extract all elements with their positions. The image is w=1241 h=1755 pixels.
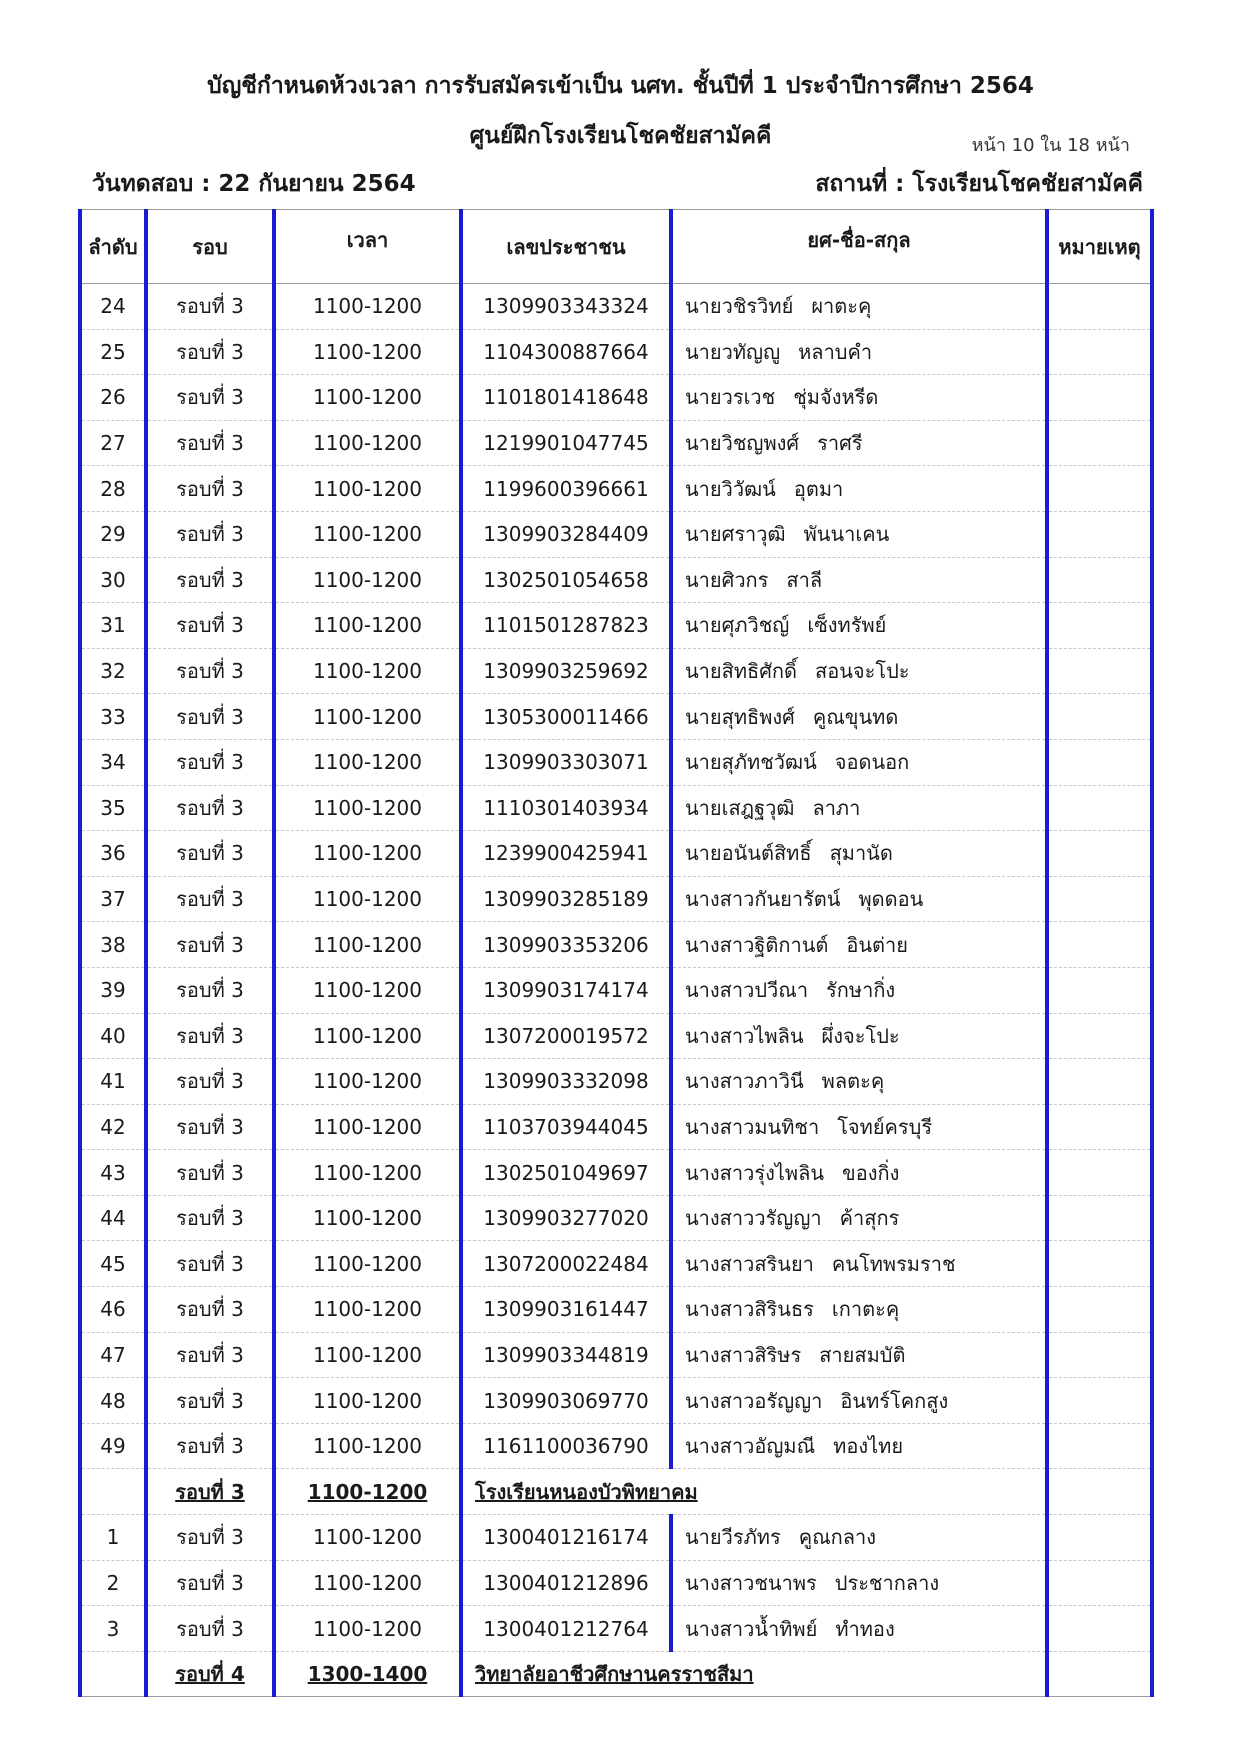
first-name: นายวรเวช: [685, 385, 776, 410]
cell-time: 1100-1200: [274, 876, 461, 922]
cell-time: 1100-1200: [274, 511, 461, 557]
first-name: นายวทัญญู: [685, 339, 781, 364]
table-row: [80, 557, 1152, 603]
cell-time: 1100-1200: [274, 375, 461, 421]
cell-name: [671, 967, 1047, 1013]
cell-time: 1100-1200: [274, 284, 461, 330]
cell-name: [671, 1515, 1047, 1561]
last-name: คูณขุนทด: [812, 704, 899, 729]
cell-order: 31: [80, 603, 146, 649]
cell-citizen-id: 1110301403934: [461, 785, 671, 831]
table-row: [80, 648, 1152, 694]
cell-round: รอบที่ 3: [146, 284, 274, 330]
cell-time: 1100-1200: [274, 648, 461, 694]
cell-citizen-id: 1239900425941: [461, 831, 671, 877]
cell-name: [671, 922, 1047, 968]
first-name: นายอนันต์สิทธิ์: [685, 841, 812, 866]
cell-round: รอบที่ 3: [146, 739, 274, 785]
column-header-name: ยศ-ชื่อ-สกุล: [671, 210, 1047, 284]
cell-round: รอบที่ 3: [146, 922, 274, 968]
first-name: นายศุภวิชญ์: [685, 613, 790, 638]
cell-order: 43: [80, 1150, 146, 1196]
cell-remark: [1047, 284, 1152, 330]
cell-order: 48: [80, 1378, 146, 1424]
first-name: นางสาวชนาพร: [685, 1570, 817, 1595]
cell-name: [671, 785, 1047, 831]
cell-citizen-id: 1219901047745: [461, 420, 671, 466]
cell-name: [671, 1104, 1047, 1150]
venue: สถานที่ : โรงเรียนโชคชัยสามัคคี: [815, 171, 1143, 197]
table-row: [80, 785, 1152, 831]
cell-citizen-id: 1309903277020: [461, 1195, 671, 1241]
cell-remark: [1047, 466, 1152, 512]
section-header-row: [80, 1469, 1152, 1515]
cell-remark: [1047, 1560, 1152, 1606]
cell-name: [671, 831, 1047, 877]
cell-remark: [1047, 922, 1152, 968]
table-row: [80, 967, 1152, 1013]
cell-round: รอบที่ 3: [146, 785, 274, 831]
cell-order: [80, 1469, 146, 1515]
last-name: หลาบคำ: [798, 339, 873, 364]
last-name: คูณกลาง: [798, 1525, 876, 1550]
cell-round: รอบที่ 3: [146, 1423, 274, 1469]
table-row: [80, 876, 1152, 922]
last-name: รักษากิ่ง: [826, 978, 896, 1003]
cell-name: [671, 284, 1047, 330]
cell-round: รอบที่ 3: [146, 420, 274, 466]
cell-citizen-id: 1309903069770: [461, 1378, 671, 1424]
cell-order: 40: [80, 1013, 146, 1059]
cell-order: 47: [80, 1332, 146, 1378]
last-name: พุดดอน: [858, 887, 924, 912]
cell-time: 1100-1200: [274, 1287, 461, 1333]
first-name: นายวีรภัทร: [685, 1525, 781, 1550]
cell-citizen-id: 1300401216174: [461, 1515, 671, 1561]
cell-remark: [1047, 1378, 1152, 1424]
table-row: [80, 1606, 1152, 1652]
cell-name: [671, 1195, 1047, 1241]
cell-order: 38: [80, 922, 146, 968]
column-header-time: เวลา: [274, 210, 461, 284]
table-header-row: [80, 210, 1152, 284]
table-row: [80, 329, 1152, 375]
cell-name: [671, 375, 1047, 421]
cell-remark: [1047, 1469, 1152, 1515]
last-name: ประชากลาง: [834, 1570, 940, 1595]
cell-time: 1100-1200: [274, 329, 461, 375]
section-time: 1300-1400: [274, 1651, 461, 1697]
cell-order: 30: [80, 557, 146, 603]
cell-order: 28: [80, 466, 146, 512]
last-name: ผึ่งจะโปะ: [821, 1023, 900, 1048]
table-row: [80, 1515, 1152, 1561]
cell-remark: [1047, 1423, 1152, 1469]
table-row: [80, 1378, 1152, 1424]
cell-citizen-id: 1103703944045: [461, 1104, 671, 1150]
cell-citizen-id: 1307200022484: [461, 1241, 671, 1287]
first-name: นางสาวฐิติกานต์: [685, 932, 829, 957]
cell-round: รอบที่ 3: [146, 557, 274, 603]
last-name: โจทย์ครบุรี: [837, 1114, 933, 1139]
cell-remark: [1047, 876, 1152, 922]
cell-citizen-id: 1309903353206: [461, 922, 671, 968]
table-row: [80, 922, 1152, 968]
section-time: 1100-1200: [274, 1469, 461, 1515]
last-name: ชุ่มจังหรีด: [793, 385, 879, 410]
cell-remark: [1047, 1515, 1152, 1561]
cell-remark: [1047, 1195, 1152, 1241]
last-name: อินทร์โคกสูง: [840, 1388, 949, 1413]
cell-citizen-id: 1104300887664: [461, 329, 671, 375]
cell-remark: [1047, 1651, 1152, 1697]
first-name: นางสาวอัญมณี: [685, 1434, 816, 1459]
cell-remark: [1047, 831, 1152, 877]
cell-name: [671, 1606, 1047, 1652]
cell-round: รอบที่ 3: [146, 1606, 274, 1652]
table-row: [80, 694, 1152, 740]
cell-citizen-id: 1307200019572: [461, 1013, 671, 1059]
cell-time: 1100-1200: [274, 1515, 461, 1561]
cell-time: 1100-1200: [274, 557, 461, 603]
cell-time: 1100-1200: [274, 1150, 461, 1196]
section-round: รอบที่ 3: [146, 1469, 274, 1515]
first-name: นายวิชญพงศ์: [685, 431, 800, 456]
cell-order: 2: [80, 1560, 146, 1606]
cell-remark: [1047, 329, 1152, 375]
cell-round: รอบที่ 3: [146, 1059, 274, 1105]
first-name: นายวชิรวิทย์: [685, 294, 794, 319]
cell-round: รอบที่ 3: [146, 1195, 274, 1241]
cell-round: รอบที่ 3: [146, 603, 274, 649]
last-name: สอนจะโปะ: [815, 659, 910, 684]
test-date: วันทดสอบ : 22 กันยายน 2564: [92, 171, 416, 197]
last-name: อุตมา: [793, 476, 844, 501]
cell-round: รอบที่ 3: [146, 1241, 274, 1287]
cell-remark: [1047, 694, 1152, 740]
cell-round: รอบที่ 3: [146, 1332, 274, 1378]
table-row: [80, 284, 1152, 330]
table-row: [80, 1104, 1152, 1150]
table-row: [80, 1013, 1152, 1059]
last-name: ผาตะคุ: [811, 294, 872, 319]
cell-order: 27: [80, 420, 146, 466]
cell-order: 3: [80, 1606, 146, 1652]
cell-order: 44: [80, 1195, 146, 1241]
last-name: อินต่าย: [846, 932, 908, 957]
cell-order: 34: [80, 739, 146, 785]
cell-round: รอบที่ 3: [146, 1013, 274, 1059]
cell-remark: [1047, 785, 1152, 831]
cell-name: [671, 1013, 1047, 1059]
cell-time: 1100-1200: [274, 967, 461, 1013]
cell-name: [671, 1241, 1047, 1287]
first-name: นางสาวปวีณา: [685, 978, 809, 1003]
cell-order: 45: [80, 1241, 146, 1287]
section-round: รอบที่ 4: [146, 1651, 274, 1697]
cell-citizen-id: 1302501049697: [461, 1150, 671, 1196]
first-name: นางสาวไพลิน: [685, 1023, 804, 1048]
cell-remark: [1047, 420, 1152, 466]
cell-name: [671, 1423, 1047, 1469]
cell-order: 24: [80, 284, 146, 330]
last-name: เกาตะคุ: [831, 1297, 900, 1322]
last-name: เซ็งทรัพย์: [807, 613, 887, 638]
cell-remark: [1047, 739, 1152, 785]
table-row: [80, 1241, 1152, 1287]
cell-order: 46: [80, 1287, 146, 1333]
cell-name: [671, 876, 1047, 922]
cell-round: รอบที่ 3: [146, 1378, 274, 1424]
table-row: [80, 466, 1152, 512]
first-name: นางสาวรุ่งไพลิน: [685, 1160, 825, 1185]
first-name: นางสาวมนทิชา: [685, 1114, 820, 1139]
cell-name: [671, 1150, 1047, 1196]
cell-name: [671, 694, 1047, 740]
cell-citizen-id: 1101801418648: [461, 375, 671, 421]
cell-name: [671, 1378, 1047, 1424]
cell-round: รอบที่ 3: [146, 1515, 274, 1561]
cell-time: 1100-1200: [274, 420, 461, 466]
cell-time: 1100-1200: [274, 466, 461, 512]
last-name: คนโทพรมราช: [831, 1251, 956, 1276]
cell-citizen-id: 1309903285189: [461, 876, 671, 922]
cell-remark: [1047, 375, 1152, 421]
first-name: นายสุทธิพงศ์: [685, 704, 795, 729]
cell-remark: [1047, 1332, 1152, 1378]
cell-round: รอบที่ 3: [146, 511, 274, 557]
cell-order: 39: [80, 967, 146, 1013]
table-row: [80, 1150, 1152, 1196]
cell-order: 32: [80, 648, 146, 694]
cell-order: 41: [80, 1059, 146, 1105]
cell-time: 1100-1200: [274, 1560, 461, 1606]
cell-round: รอบที่ 3: [146, 329, 274, 375]
last-name: สุมานัด: [829, 841, 893, 866]
last-name: ทำทอง: [835, 1616, 895, 1641]
cell-order: 25: [80, 329, 146, 375]
cell-time: 1100-1200: [274, 831, 461, 877]
cell-round: รอบที่ 3: [146, 1104, 274, 1150]
cell-time: 1100-1200: [274, 1241, 461, 1287]
cell-citizen-id: 1101501287823: [461, 603, 671, 649]
table-row: [80, 1332, 1152, 1378]
cell-order: 37: [80, 876, 146, 922]
cell-time: 1100-1200: [274, 1423, 461, 1469]
cell-citizen-id: 1309903344819: [461, 1332, 671, 1378]
cell-citizen-id: 1309903332098: [461, 1059, 671, 1105]
first-name: นางสาวอรัญญา: [685, 1388, 823, 1413]
first-name: นางสาววรัญญา: [685, 1206, 822, 1231]
first-name: นายวิวัฒน์: [685, 476, 776, 501]
cell-name: [671, 420, 1047, 466]
cell-citizen-id: 1305300011466: [461, 694, 671, 740]
table-row: [80, 1059, 1152, 1105]
last-name: ของกิ่ง: [842, 1160, 900, 1185]
last-name: ทองไทย: [833, 1434, 904, 1459]
cell-order: 1: [80, 1515, 146, 1561]
training-center: ศูนย์ฝึกโรงเรียนโชคชัยสามัคคี: [469, 123, 772, 149]
column-header-order: ลำดับ: [80, 210, 146, 284]
cell-remark: [1047, 648, 1152, 694]
last-name: จอดนอก: [834, 750, 910, 775]
cell-name: [671, 1332, 1047, 1378]
column-header-remark: หมายเหตุ: [1047, 210, 1152, 284]
cell-citizen-id: 1300401212896: [461, 1560, 671, 1606]
cell-order: 49: [80, 1423, 146, 1469]
cell-citizen-id: 1309903343324: [461, 284, 671, 330]
cell-name: [671, 329, 1047, 375]
table-row: [80, 1423, 1152, 1469]
last-name: ลาภา: [812, 795, 861, 820]
cell-citizen-id: 1199600396661: [461, 466, 671, 512]
table-row: [80, 511, 1152, 557]
cell-round: รอบที่ 3: [146, 1560, 274, 1606]
first-name: นางสาวน้ำทิพย์: [685, 1616, 818, 1641]
cell-time: 1100-1200: [274, 603, 461, 649]
cell-time: 1100-1200: [274, 1059, 461, 1105]
cell-order: 33: [80, 694, 146, 740]
cell-remark: [1047, 1104, 1152, 1150]
cell-time: 1100-1200: [274, 1606, 461, 1652]
section-school: วิทยาลัยอาชีวศึกษานครราชสีมา: [461, 1651, 1047, 1697]
cell-remark: [1047, 603, 1152, 649]
first-name: นางสาวสิรินธร: [685, 1297, 814, 1322]
cell-time: 1100-1200: [274, 739, 461, 785]
last-name: สายสมบัติ: [819, 1342, 906, 1367]
cell-order: 26: [80, 375, 146, 421]
first-name: นางสาวภาวินี: [685, 1069, 804, 1094]
section-header-row: [80, 1651, 1152, 1697]
cell-name: [671, 557, 1047, 603]
cell-citizen-id: 1302501054658: [461, 557, 671, 603]
last-name: สาลี: [786, 567, 823, 592]
cell-name: [671, 648, 1047, 694]
column-header-citizen-id: เลขประชาชน: [461, 210, 671, 284]
cell-citizen-id: 1309903161447: [461, 1287, 671, 1333]
cell-order: 42: [80, 1104, 146, 1150]
column-header-round: รอบ: [146, 210, 274, 284]
cell-remark: [1047, 1059, 1152, 1105]
cell-citizen-id: 1309903284409: [461, 511, 671, 557]
table-row: [80, 603, 1152, 649]
table-row: [80, 420, 1152, 466]
cell-remark: [1047, 557, 1152, 603]
last-name: ค้าสุกร: [839, 1206, 900, 1231]
cell-order: 29: [80, 511, 146, 557]
cell-remark: [1047, 511, 1152, 557]
cell-name: [671, 1287, 1047, 1333]
table-row: [80, 1287, 1152, 1333]
cell-remark: [1047, 1013, 1152, 1059]
cell-time: 1100-1200: [274, 1104, 461, 1150]
cell-name: [671, 466, 1047, 512]
cell-order: 36: [80, 831, 146, 877]
table-row: [80, 1195, 1152, 1241]
cell-citizen-id: 1309903174174: [461, 967, 671, 1013]
cell-citizen-id: 1161100036790: [461, 1423, 671, 1469]
cell-time: 1100-1200: [274, 922, 461, 968]
cell-time: 1100-1200: [274, 1195, 461, 1241]
cell-time: 1100-1200: [274, 1013, 461, 1059]
cell-name: [671, 1059, 1047, 1105]
table-row: [80, 739, 1152, 785]
cell-round: รอบที่ 3: [146, 1150, 274, 1196]
document-title: บัญชีกำหนดห้วงเวลา การรับสมัครเข้าเป็น นศท. ชั้นปีที่ 1 ประจำปีการศึกษา 2564: [207, 73, 1034, 99]
cell-time: 1100-1200: [274, 1332, 461, 1378]
last-name: ราศรี: [817, 431, 863, 456]
cell-order: 35: [80, 785, 146, 831]
cell-citizen-id: 1300401212764: [461, 1606, 671, 1652]
first-name: นายสุภัทชวัฒน์: [685, 750, 817, 775]
cell-round: รอบที่ 3: [146, 876, 274, 922]
schedule-table: [78, 209, 1154, 1697]
cell-remark: [1047, 1150, 1152, 1196]
cell-time: 1100-1200: [274, 1378, 461, 1424]
cell-round: รอบที่ 3: [146, 831, 274, 877]
cell-round: รอบที่ 3: [146, 648, 274, 694]
table-row: [80, 1560, 1152, 1606]
cell-name: [671, 603, 1047, 649]
first-name: นางสาวสิริษร: [685, 1342, 802, 1367]
cell-round: รอบที่ 3: [146, 466, 274, 512]
cell-citizen-id: 1309903303071: [461, 739, 671, 785]
cell-remark: [1047, 1606, 1152, 1652]
cell-round: รอบที่ 3: [146, 967, 274, 1013]
cell-round: รอบที่ 3: [146, 694, 274, 740]
first-name: นายศราวุฒิ: [685, 522, 786, 547]
first-name: นายศิวกร: [685, 567, 769, 592]
cell-name: [671, 739, 1047, 785]
cell-time: 1100-1200: [274, 785, 461, 831]
table-row: [80, 831, 1152, 877]
cell-name: [671, 1560, 1047, 1606]
cell-name: [671, 511, 1047, 557]
cell-round: รอบที่ 3: [146, 375, 274, 421]
cell-remark: [1047, 967, 1152, 1013]
first-name: นายเสฎฐวุฒิ: [685, 795, 795, 820]
cell-citizen-id: 1309903259692: [461, 648, 671, 694]
last-name: พลตะคุ: [821, 1069, 885, 1094]
first-name: นางสาวสรินยา: [685, 1251, 814, 1276]
cell-round: รอบที่ 3: [146, 1287, 274, 1333]
cell-remark: [1047, 1287, 1152, 1333]
table-row: [80, 375, 1152, 421]
cell-order: [80, 1651, 146, 1697]
first-name: นายสิทธิศักดิ์: [685, 659, 798, 684]
section-school: โรงเรียนหนองบัวพิทยาคม: [461, 1469, 1047, 1515]
last-name: พันนาเคน: [803, 522, 890, 547]
page-indicator: หน้า 10 ใน 18 หน้า: [971, 135, 1130, 156]
first-name: นางสาวกันยารัตน์: [685, 887, 841, 912]
cell-remark: [1047, 1241, 1152, 1287]
cell-time: 1100-1200: [274, 694, 461, 740]
